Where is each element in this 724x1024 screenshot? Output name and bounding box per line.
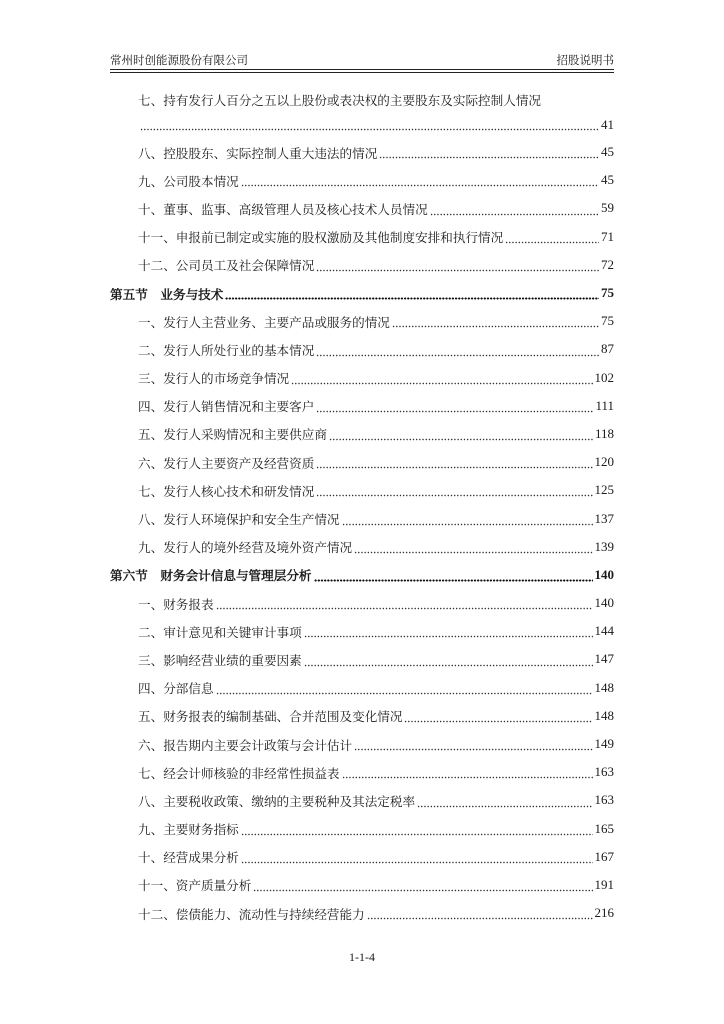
- toc-item-title: 九、发行人的境外经营及境外资产情况: [138, 540, 353, 556]
- page-number: 1-1-4: [349, 950, 375, 964]
- toc-item-page: 45: [601, 172, 614, 188]
- toc-item-page: 75: [601, 313, 614, 329]
- toc-item-title: 八、控股股东、实际控制人重大违法的情况: [138, 145, 378, 161]
- toc-item[interactable]: [110, 251, 614, 279]
- dot-leader: [316, 483, 592, 497]
- toc-item[interactable]: [110, 617, 614, 645]
- toc-item-continuation[interactable]: [110, 112, 614, 138]
- toc-item[interactable]: [110, 194, 614, 222]
- toc-item[interactable]: [110, 758, 614, 786]
- toc-item-title: 四、分部信息: [138, 681, 214, 697]
- toc-item-page: 45: [601, 144, 614, 160]
- dot-leader: [379, 145, 599, 159]
- toc-item-page: 111: [595, 397, 614, 413]
- dot-leader: [329, 427, 593, 441]
- toc-item[interactable]: [110, 645, 614, 673]
- toc-item-page: 137: [594, 510, 614, 526]
- dot-leader: [392, 314, 599, 328]
- toc-item[interactable]: [110, 166, 614, 194]
- toc-item-title: 五、发行人采购情况和主要供应商: [138, 427, 327, 443]
- toc-item-title: 七、经会计师核验的非经常性损益表: [138, 765, 340, 781]
- toc-item-title: 九、主要财务指标: [138, 822, 239, 838]
- dot-leader: [342, 512, 593, 526]
- toc-item-title: 十、经营成果分析: [138, 850, 239, 866]
- toc-item[interactable]: [110, 786, 614, 814]
- dot-leader: [304, 653, 593, 667]
- toc-item[interactable]: [110, 815, 614, 843]
- toc-item-title: 六、报告期内主要会计政策与会计估计: [138, 737, 353, 753]
- toc-item[interactable]: [110, 702, 614, 730]
- toc-section-title: 第五节 业务与技术: [110, 286, 224, 302]
- toc-item-title: 三、发行人的市场竞争情况: [138, 371, 290, 387]
- toc-item[interactable]: [110, 448, 614, 476]
- toc-section-title: 第六节 财务会计信息与管理层分析: [110, 568, 312, 584]
- toc-item-page: 140: [594, 595, 614, 611]
- toc-item-title: 二、审计意见和关键审计事项: [138, 624, 302, 640]
- toc-item-title: 四、发行人销售情况和主要客户: [138, 399, 315, 415]
- toc-item-page: 144: [594, 623, 614, 639]
- dot-leader: [316, 258, 599, 272]
- toc-item-title: 八、主要税收政策、缴纳的主要税种及其法定税率: [138, 793, 416, 809]
- toc-item-page: 191: [594, 876, 614, 892]
- toc-item-title: 十一、资产质量分析: [138, 878, 252, 894]
- toc-item[interactable]: [110, 843, 614, 871]
- toc-item-page: 118: [594, 425, 614, 441]
- toc-item[interactable]: [110, 138, 614, 166]
- dot-leader: [505, 230, 599, 244]
- page-footer: [0, 950, 724, 965]
- toc-item[interactable]: [110, 730, 614, 758]
- dot-leader: [367, 906, 593, 920]
- toc-item-page: 102: [594, 369, 614, 385]
- toc-item-page: 147: [594, 651, 614, 667]
- toc-item-page: 41: [601, 117, 614, 132]
- toc-item[interactable]: [110, 86, 614, 112]
- toc-section-page: 140: [594, 566, 614, 582]
- dot-leader: [241, 850, 593, 864]
- toc-item-title: 十二、公司员工及社会保障情况: [138, 258, 315, 274]
- toc-item[interactable]: [110, 392, 614, 420]
- dot-leader: [291, 371, 592, 385]
- toc-item-page: 71: [601, 228, 614, 244]
- dot-leader: [140, 117, 599, 131]
- toc-item[interactable]: [110, 504, 614, 532]
- table-of-contents: [110, 86, 614, 927]
- toc-item-title: 七、发行人核心技术和研发情况: [138, 483, 315, 499]
- dot-leader: [253, 878, 592, 892]
- dot-leader: [430, 202, 599, 216]
- toc-item-title: 十一、申报前已制定或实施的股权激励及其他制度安排和执行情况: [138, 230, 504, 246]
- dot-leader: [216, 681, 593, 695]
- toc-item-title: 八、发行人环境保护和安全生产情况: [138, 512, 340, 528]
- dot-leader: [216, 596, 593, 610]
- toc-item-title: 六、发行人主要资产及经营资质: [138, 455, 315, 471]
- dot-leader: [241, 822, 593, 836]
- toc-section-5[interactable]: [110, 279, 614, 307]
- toc-item-page: 167: [594, 848, 614, 864]
- toc-item-page: 148: [594, 707, 614, 723]
- dot-leader: [241, 173, 599, 187]
- toc-item-page: 163: [594, 764, 614, 780]
- toc-item-page: 139: [594, 538, 614, 554]
- toc-item-title: 二、发行人所处行业的基本情况: [138, 342, 315, 358]
- toc-item-page: 216: [594, 905, 614, 921]
- dot-leader: [342, 765, 593, 779]
- toc-item[interactable]: [110, 364, 614, 392]
- toc-item[interactable]: [110, 871, 614, 899]
- dot-leader: [225, 286, 599, 300]
- toc-item[interactable]: [110, 223, 614, 251]
- toc-item-title: 十、董事、监事、高级管理人员及核心技术人员情况: [138, 201, 428, 217]
- header-rule-thin: [110, 72, 614, 73]
- toc-item-title: 十二、偿债能力、流动性与持续经营能力: [138, 906, 365, 922]
- company-name: 常州时创能源股份有限公司: [110, 53, 248, 67]
- toc-item[interactable]: [110, 476, 614, 504]
- header-rule: [110, 69, 614, 70]
- toc-item-page: 148: [594, 679, 614, 695]
- toc-item-title: 七、持有发行人百分之五以上股份或表决权的主要股东及实际控制人情况: [138, 92, 541, 108]
- toc-item[interactable]: [110, 589, 614, 617]
- toc-item-title: 一、发行人主营业务、主要产品或服务的情况: [138, 314, 390, 330]
- toc-item[interactable]: [110, 307, 614, 335]
- page-header: [110, 50, 614, 68]
- dot-leader: [316, 399, 593, 413]
- toc-item-page: 165: [594, 820, 614, 836]
- toc-item-page: 120: [594, 454, 614, 470]
- dot-leader: [417, 794, 592, 808]
- toc-item-page: 125: [594, 482, 614, 498]
- toc-item-title: 一、财务报表: [138, 596, 214, 612]
- toc-item[interactable]: [110, 335, 614, 363]
- toc-item[interactable]: [110, 533, 614, 561]
- toc-item-page: 149: [594, 736, 614, 752]
- toc-item[interactable]: [110, 899, 614, 927]
- toc-item-title: 五、财务报表的编制基础、合并范围及变化情况: [138, 709, 403, 725]
- toc-item-page: 163: [594, 792, 614, 808]
- toc-item-title: 三、影响经营业绩的重要因素: [138, 652, 302, 668]
- toc-item-title: 九、公司股本情况: [138, 173, 239, 189]
- toc-item-page: 87: [601, 341, 614, 357]
- toc-item[interactable]: [110, 420, 614, 448]
- dot-leader: [316, 455, 592, 469]
- toc-section-page: 75: [601, 285, 614, 301]
- toc-item-page: 72: [601, 256, 614, 272]
- dot-leader: [354, 737, 592, 751]
- toc-section-6[interactable]: [110, 561, 614, 589]
- toc-item-page: 59: [601, 200, 614, 216]
- dot-leader: [354, 540, 592, 554]
- dot-leader: [316, 343, 599, 357]
- document-type: 招股说明书: [556, 53, 614, 67]
- dot-leader: [404, 709, 592, 723]
- dot-leader: [314, 568, 593, 582]
- dot-leader: [304, 624, 593, 638]
- toc-item[interactable]: [110, 674, 614, 702]
